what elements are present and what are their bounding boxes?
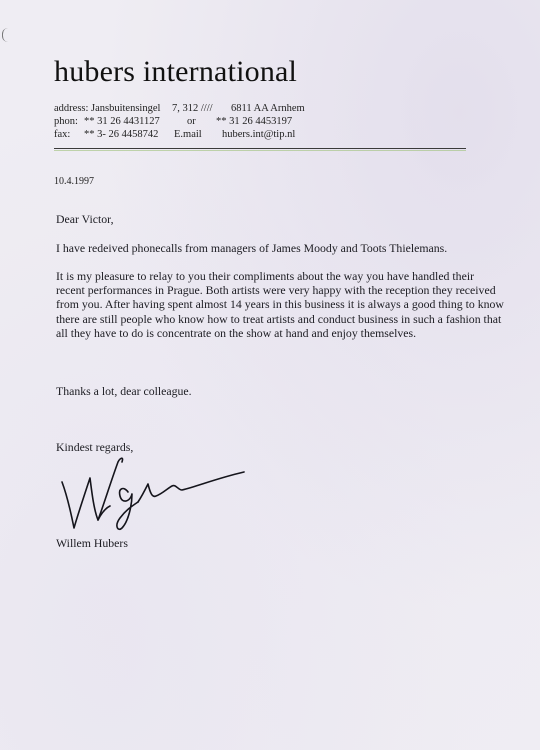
- phone-number-1: ** 31 26 4431127: [84, 116, 160, 127]
- paragraph-2-line: from you. After having spent almost 14 years in this business it is always a good thing to know: [56, 297, 504, 312]
- paragraph-2-line: there are still people who know how to treat artists and conduct business in such a fashion that: [56, 311, 502, 326]
- phone-label: phon:: [54, 116, 78, 127]
- closing: Kindest regards,: [56, 440, 134, 454]
- address-label: address:: [54, 103, 89, 114]
- paragraph-2: [56, 269, 504, 340]
- address-city: 6811 AA Arnhem: [231, 103, 305, 114]
- paragraph-2-line: all they have to do is concentrate on the show at hand and enjoy themselves.: [56, 325, 417, 340]
- handwritten-signature: [58, 448, 258, 534]
- letter-date: 10.4.1997: [54, 176, 94, 187]
- paragraph-2-line: recent performances in Prague. Both artists were very happy with the reception they received: [56, 283, 496, 298]
- paragraph-1: I have redeived phonecalls from managers of James Moody and Toots Thielemans.: [56, 241, 448, 255]
- salutation: Dear Victor,: [56, 212, 114, 226]
- sender-name: Willem Hubers: [56, 536, 128, 550]
- fax-label: fax:: [54, 129, 71, 140]
- punch-mark: [2, 28, 11, 42]
- fax-number: ** 3- 26 4458742: [84, 129, 159, 140]
- letterhead-divider: [54, 148, 466, 149]
- phone-or: or: [187, 116, 196, 127]
- email-address: hubers.int@tip.nl: [222, 129, 296, 140]
- paragraph-2-line: It is my pleasure to relay to you their compliments about the way you have handled their: [56, 269, 475, 283]
- address-street: Jansbuitensingel: [91, 103, 161, 114]
- company-name: hubers international: [54, 55, 298, 88]
- email-label: E.mail: [174, 129, 202, 140]
- address-number: 7, 312 ////: [172, 103, 213, 114]
- phone-number-2: ** 31 26 4453197: [216, 116, 293, 127]
- paragraph-3: Thanks a lot, dear colleague.: [56, 384, 192, 398]
